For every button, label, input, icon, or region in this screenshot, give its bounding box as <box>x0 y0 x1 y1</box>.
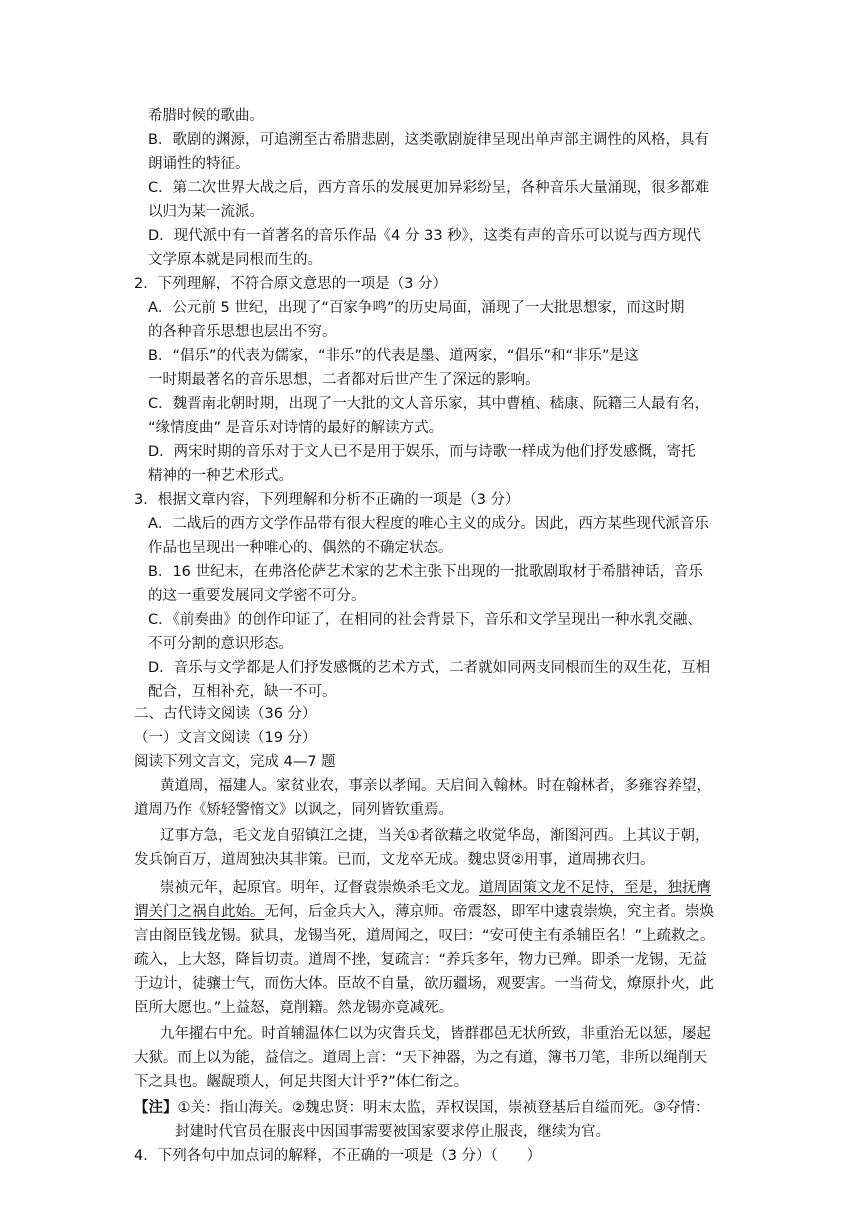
para3-line5: 于边计，徒骧士气，而伤大体。臣故不自量，欲历疆场，观要害。一当荷戈，燎原扑火，此 <box>134 976 714 992</box>
text-line: 3．根据文章内容，下列理解和分析不正确的一项是（3 分） <box>134 492 520 508</box>
text-line: 二、古代诗文阅读（36 分） <box>134 706 317 722</box>
note-label: 【注】 <box>134 1100 178 1116</box>
text-line: 不可分割的意识形态。 <box>148 636 293 652</box>
text-line: 的各种音乐思想也层出不穷。 <box>148 324 337 340</box>
text-line: “缘情度曲” 是音乐对诗情的最好的解读方式。 <box>148 420 444 436</box>
text-line: 2．下列理解，不符合原文意思的一项是（3 分） <box>134 276 448 292</box>
question-4: 4．下列各句中加点词的解释，不正确的一项是（3 分）（ ） <box>134 1148 542 1164</box>
text-line: 辽事方急，毛文龙自弨镇江之捷，当关①者欲藉之收觉华岛，渐图河西。上其议于朝， <box>160 828 710 844</box>
para4-line1: 九年擢右中允。时首辅温体仁以为灾眚兵戈，皆群郡邑无状所致，非重治无以惩，屡起 <box>160 1026 711 1042</box>
text-line: C．第二次世界大战之后，西方音乐的发展更加异彩纷呈，各种音乐大量涌现，很多都难 <box>148 180 710 196</box>
text-line: 精神的一种艺术形式。 <box>148 468 293 484</box>
note-line1 <box>134 1098 710 1118</box>
text-line: 作品也呈现出一种唯心的、偶然的不确定状态。 <box>148 540 453 556</box>
text-line: 配合，互相补充，缺一不可。 <box>148 684 337 700</box>
para4-line2: 大狱。而上以为能，益信之。道周上言：“天下神器，为之有道，簿书刀笔，非所以绳削天 <box>134 1050 708 1066</box>
para3-line6: 臣所大愿也。”上益怒，竟削籍。然龙锡亦竟减死。 <box>134 1000 454 1016</box>
text-line: 发兵饷百万，道周独决其非策。已而，文龙卒无成。魏忠贤②用事，道周拂衣归。 <box>134 852 655 868</box>
note-text-1: ①关：指山海关。②魏忠贤：明末太监，弄权误国，崇祯登基后自缢而死。③夺情： <box>177 1100 710 1116</box>
text-line: D．两宋时期的音乐对于文人已不是用于娱乐，而与诗歌一样成为他们抒发感慨，寄托 <box>148 444 696 460</box>
text-line: 道周乃作《矫轻警惰文》以讽之，同列皆钦重焉。 <box>134 802 453 818</box>
text-line: D．现代派中有一首著名的音乐作品《4 分 33 秒》，这类有声的音乐可以说与西方现代 <box>148 228 701 244</box>
text-line: B．歌剧的渊源，可追溯至古希腊悲剧，这类歌剧旋律呈现出单声部主调性的风格，具有 <box>148 132 709 148</box>
text-line: 的这一重要发展同文学密不可分。 <box>148 588 366 604</box>
text-line: B．16 世纪末，在弗洛伦萨艺术家的艺术主张下出现的一批歌剧取材于希腊神话，音乐 <box>148 564 704 580</box>
para3-line2-plain: 无何，后金兵大入，薄京师。帝震怒，即军中逮袁崇焕，究主者。崇焕 <box>264 904 714 920</box>
text-line: A．公元前 5 世纪，出现了“百家争鸣”的历史局面，涌现了一大批思想家，而这时期 <box>148 300 685 316</box>
text-line: 朗诵性的特征。 <box>148 156 250 172</box>
text-line: 阅读下列文言文，完成 4—7 题 <box>134 754 336 770</box>
para3-line1-plain: 崇祯元年，起原官。明年，辽督袁崇焕杀毛文龙。 <box>160 880 479 896</box>
text-line: 一时期最著名的音乐思想，二者都对后世产生了深远的影响。 <box>148 372 540 388</box>
para3-underlined-2: 谓关门之祸自此始。 <box>134 904 265 920</box>
para3-underlined-1: 道周固策文龙不足恃，至是，独抚膺 <box>479 880 711 896</box>
para4-line3: 下之具也。龌龊琐人，何足共图大计乎?”体仁衔之。 <box>134 1074 469 1090</box>
note-line2: 封建时代官员在服丧中因国事需要被国家要求停止服丧，继续为官。 <box>175 1124 610 1140</box>
para3-line2 <box>134 902 714 922</box>
para3-line1 <box>160 878 711 898</box>
text-line: A．二战后的西方文学作品带有很大程度的唯心主义的成分。因此，西方某些现代派音乐 <box>148 516 709 532</box>
text-line: 黄道周，福建人。家贫业农，事亲以孝闻。天启间入翰林。时在翰林者，多雍容养望， <box>160 778 711 794</box>
text-line: C．魏晋南北朝时期，出现了一大批的文人音乐家，其中曹植、嵇康、阮籍三人最有名， <box>148 396 710 412</box>
text-line: 希腊时候的歌曲。 <box>148 108 264 124</box>
text-line: D．音乐与文学都是人们抒发感慨的艺术方式，二者就如同两支同根而生的双生花，互相 <box>148 660 711 676</box>
para3-line3: 言由阁臣钱龙锡。狱具，龙锡当死，道周闻之，叹曰：“安可使主有杀辅臣名！”上疏救之。 <box>134 928 715 944</box>
text-line: 以归为某一流派。 <box>148 204 264 220</box>
text-line: 文学原本就是同根而生的。 <box>148 252 322 268</box>
text-line: （一）文言文阅读（19 分） <box>134 730 317 746</box>
text-line: B．“倡乐”的代表为儒家，“非乐”的代表是墨、道两家，“倡乐”和“非乐”是这 <box>148 348 639 364</box>
text-line: C．《前奏曲》的创作印证了，在相同的社会背景下，音乐和文学呈现出一种水乳交融、 <box>148 612 702 628</box>
para3-line4: 疏入，上大怒，降旨切责。道周不挫，复疏言：“养兵多年，物力已殚。即杀一龙锡，无益 <box>134 952 708 968</box>
